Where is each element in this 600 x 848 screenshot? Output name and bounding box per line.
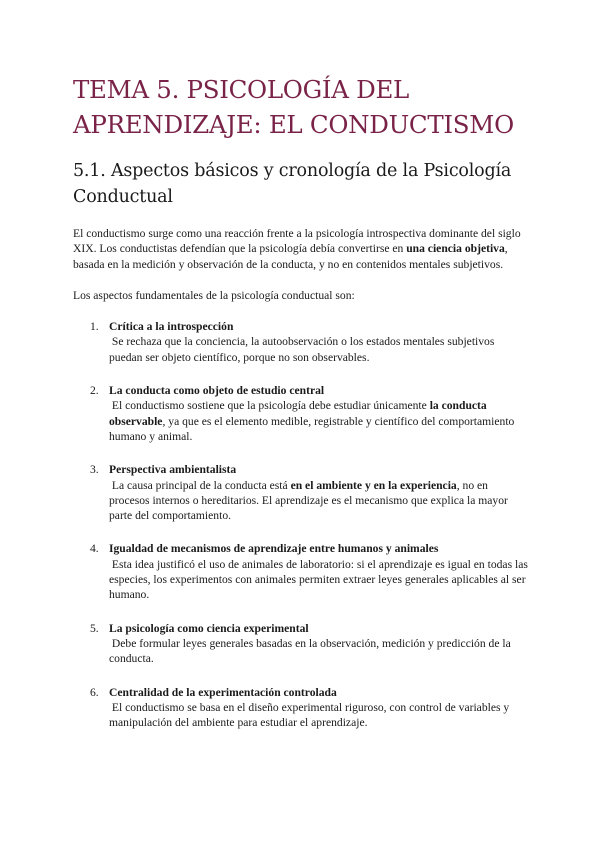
intro-paragraph: [73, 226, 528, 272]
item-title: Crítica a la introspección: [109, 320, 234, 334]
item-description: Se rechaza que la conciencia, la autoobservación o los estados mentales subjetivos puedan ser objeto científico, porque no son observables.: [109, 335, 495, 364]
intro-text-start: El conductismo surge como una reacción frente a la psicología introspectiva dominante del siglo XIX. Los conductistas defendían que la psicología debía convertirse en: [73, 227, 521, 256]
list-item: [73, 621, 528, 667]
section-heading: 5.1. Aspectos básicos y cronología de la Psicología Conductual: [73, 161, 512, 207]
item-title: La conducta como objeto de estudio central: [109, 384, 325, 398]
item-title: Centralidad de la experimentación controlada: [109, 685, 337, 699]
item-description: Debe formular leyes generales basadas en la observación, medición y predicción de la conducta.: [109, 636, 511, 666]
item-description: El conductismo se basa en el diseño experimental riguroso, con control de variables y manipulación del ambiente para estudiar el aprendizaje.: [109, 700, 510, 730]
list-item: [73, 383, 528, 444]
item-number: 6.: [90, 685, 99, 699]
item-title: Perspectiva ambientalista: [109, 463, 237, 477]
item-number: 1.: [90, 320, 99, 334]
item-description: Esta idea justificó el uso de animales de laboratorio: si el aprendizaje es igual en todas las especies, los experimentos con animales permiten extraer leyes generales aplicables al ser humano.: [109, 557, 528, 602]
aspects-list: [73, 319, 528, 730]
item-number: 4.: [90, 542, 99, 556]
item-number: 3.: [90, 463, 99, 477]
list-intro: Los aspectos fundamentales de la psicología conductual son:: [73, 288, 355, 302]
list-item: [73, 462, 528, 523]
item-description: El conductismo sostiene que la psicología debe estudiar únicamente la conducta observable, ya que es el elemento medible, registrable y científico del comportamiento humano y animal.: [109, 399, 515, 443]
item-number: 2.: [90, 384, 99, 398]
item-title: La psicología como ciencia experimental: [109, 621, 309, 635]
intro-emphasis: una ciencia objetiva: [406, 242, 505, 256]
intro-text-end: , basada en la medición y observación de la conducta, y no en contenidos mentales subjetivos.: [73, 242, 508, 271]
list-item: [73, 541, 528, 602]
list-item: [73, 319, 528, 365]
list-item: [73, 685, 528, 731]
document-title: TEMA 5. PSICOLOGÍA DEL APRENDIZAJE: EL CONDUCTISMO: [73, 75, 514, 139]
item-number: 5.: [90, 621, 99, 635]
item-description: La causa principal de la conducta está en el ambiente y en la experiencia, no en procesos internos o hereditarios. El aprendizaje es el mecanismo que explica la mayor parte del comportamiento.: [109, 478, 508, 523]
item-title: Igualdad de mecanismos de aprendizaje entre humanos y animales: [109, 542, 439, 556]
